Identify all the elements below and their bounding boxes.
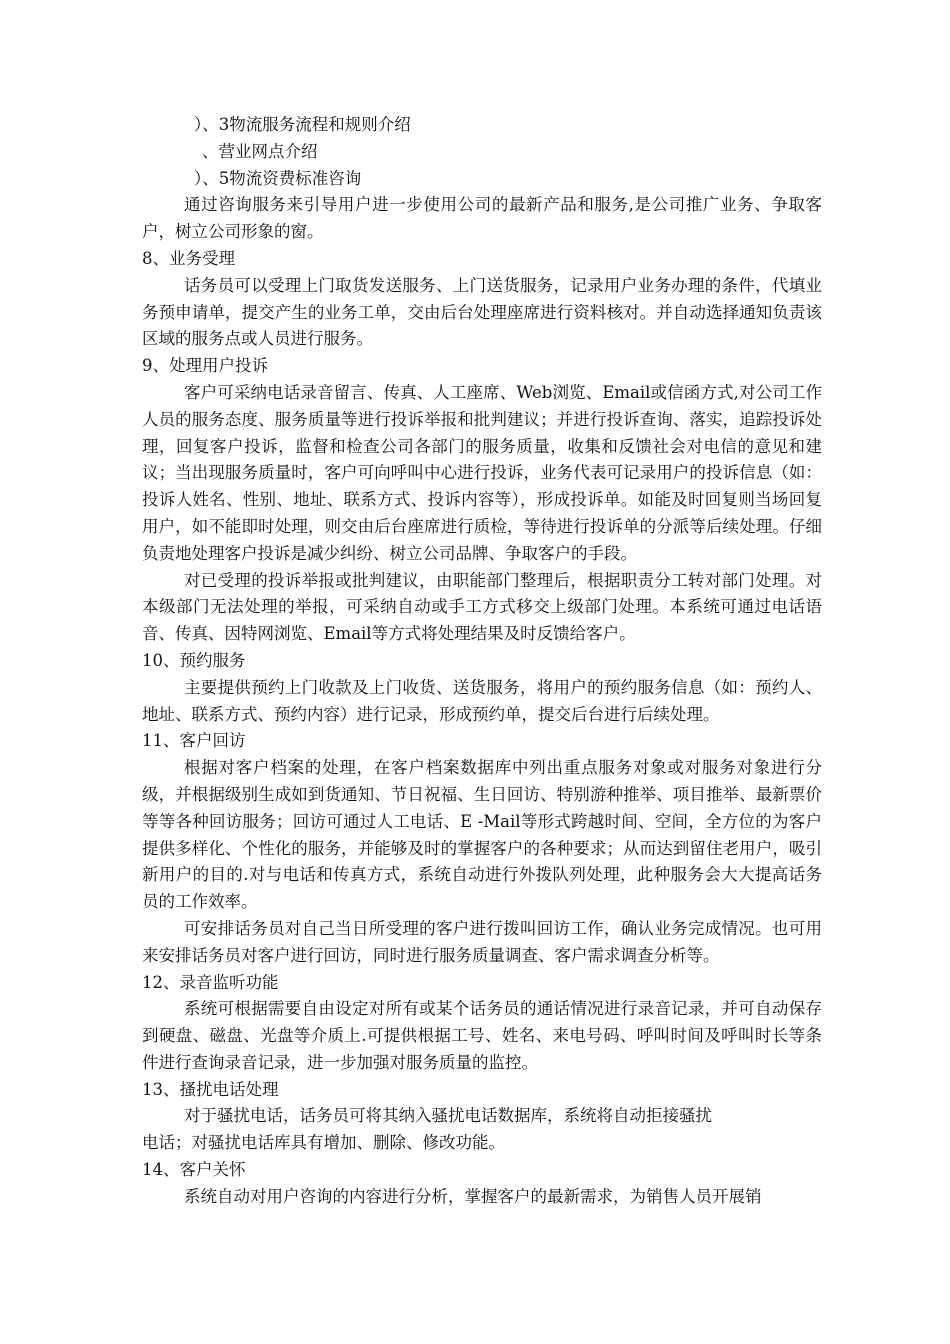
section-13-paragraph-a: 对于骚扰电话，话务员可将其纳入骚扰电话数据库，系统将自动拒接骚扰 [184,1106,712,1126]
section-14-paragraph: 系统自动对用户咨询的内容进行分析，掌握客户的最新需求，为销售人员开展销 [184,1186,762,1206]
section-9-paragraph-b: 对已受理的投诉举报或批判建议，由职能部门整理后，根据职责分工转对部门处理。对本级部门无法处理的举报，可采纳自动或手工方式移交上级部门处理。本系统可通过电话语音、传真、因特网浏览、Email等方式将处理结果及时反馈给客户。 [142,570,822,644]
document-page [142,112,822,1211]
intro-paragraph: 通过咨询服务来引导用户进一步使用公司的最新产品和服务,是公司推广业务、争取客户，树立公司形象的窗。 [142,195,822,242]
section-10-paragraph: 主要提供预约上门收款及上门收货、送货服务，将用户的预约服务信息（如：预约人、地址、联系方式、预约内容）进行记录，形成预约单，提交后台进行后续处理。 [142,677,822,724]
section-heading-10: 10、预约服务 [142,650,246,670]
section-heading-14: 14、客户关怀 [142,1160,246,1180]
section-heading-12: 12、录音监听功能 [142,972,279,992]
section-8-paragraph: 话务员可以受理上门取货发送服务、上门送货服务，记录用户业务办理的条件，代填业务预申请单，提交产生的业务工单，交由后台处理座席进行资料核对。并自动选择通知负责该区域的服务点或人员进行服务。 [142,275,822,349]
section-13-paragraph-b: 电话；对骚扰电话库具有增加、删除、修改功能。 [142,1133,505,1153]
list-line-4: 、营业网点介绍 [202,141,318,161]
section-heading-11: 11、客户回访 [142,731,246,751]
section-11-paragraph-a: 根据对客户档案的处理，在客户档案数据库中列出重点服务对象或对服务对象进行分级，并根据级别生成如到货通知、节日祝福、生日回访、特别游种推举、项目推举、最新票价等等各种回访服务；回访可通过人工电话、E -Mail等形式跨越时间、空间，全方位的为客户提供多样化、个性化的服务，并能够及时的掌握客户的各种要求；从而达到留住老用户，吸引新用户的目的.对与电话和传真方式，系统自动进行外拨队列处理，此种服务会大大提高话务员的工作效率。 [142,758,822,912]
section-9-paragraph-a: 客户可采纳电话录音留言、传真、人工座席、Web浏览、Email或信函方式,对公司工作人员的服务态度、服务质量等进行投诉举报和批判建议；并进行投诉查询、落实，追踪投诉处理，回复客户投诉，监督和检查公司各部门的服务质量，收集和反馈社会对电信的意见和建议；当出现服务质量时，客户可向呼叫中心进行投诉，业务代表可记录用户的投诉信息（如：投诉人姓名、性别、地址、联系方式、投诉内容等），形成投诉单。如能及时回复则当场回复用户，如不能即时处理，则交由后台座席进行质检，等待进行投诉单的分派等后续处理。仔细负责地处理客户投诉是减少纠纷、树立公司品牌、争取客户的手段。 [142,382,822,563]
list-line-3: ）、3物流服务流程和规则介绍 [194,115,411,134]
section-heading-13: 13、搔扰电话处理 [142,1079,279,1099]
list-line-5: ）、5物流资费标准咨询 [194,168,362,188]
section-12-paragraph: 系统可根据需要自由设定对所有或某个话务员的通话情况进行录音记录，并可自动保存到硬盘、磁盘、光盘等介质上.可提供根据工号、姓名、来电号码、呼叫时间及呼叫时长等条件进行查询录音记录，进一步加强对服务质量的监控。 [142,999,822,1072]
section-heading-8: 8、业务受理 [142,248,235,268]
section-11-paragraph-b: 可安排话务员对自己当日所受理的客户进行拨叫回访工作，确认业务完成情况。也可用来安排话务员对客户进行回访，同时进行服务质量调查、客户需求调查分析等。 [142,918,822,965]
section-heading-9: 9、处理用户投诉 [142,356,268,376]
